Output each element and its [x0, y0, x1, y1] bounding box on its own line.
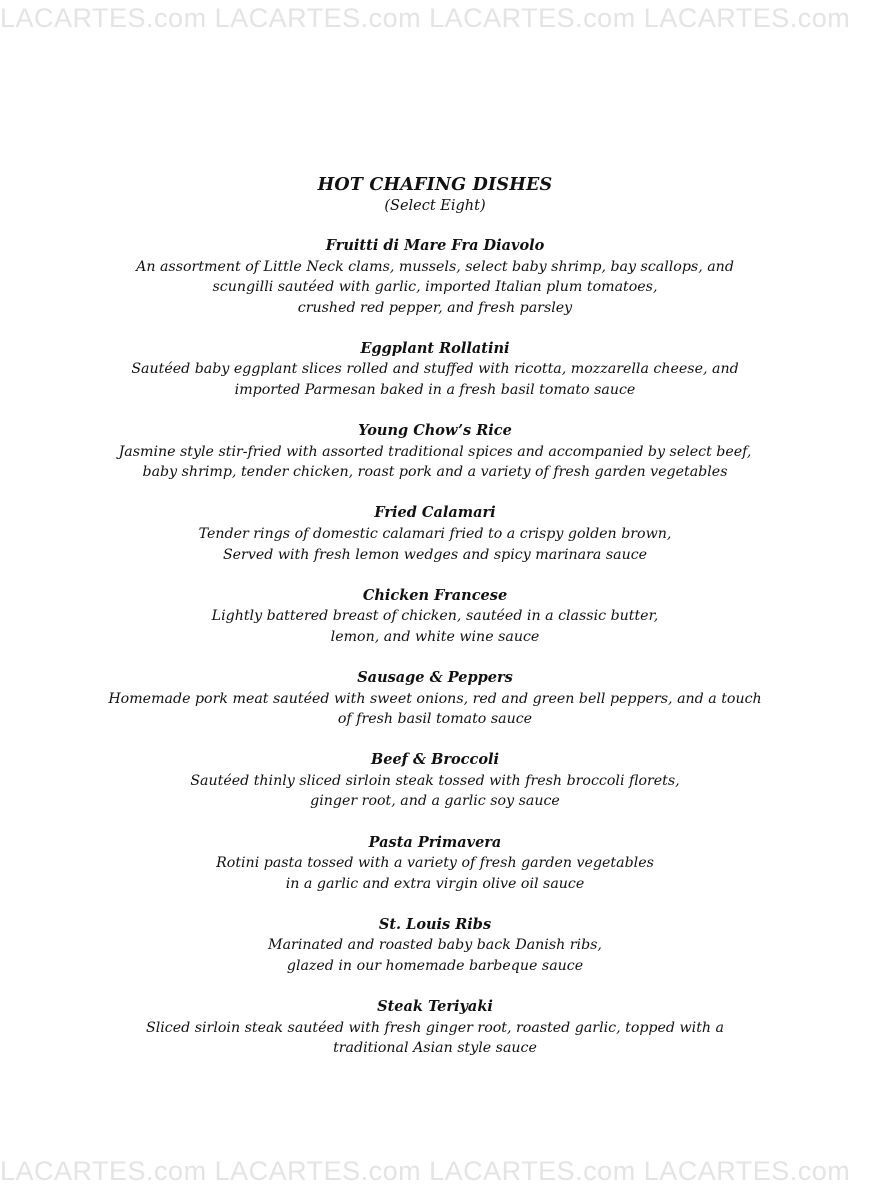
dish-description-line: Lightly battered breast of chicken, sautéed in a classic butter,	[211, 608, 659, 625]
dish-name: Fruitti di Mare Fra Diavolo	[325, 237, 545, 254]
menu-item	[0, 833, 870, 895]
dish-name: Chicken Francese	[362, 586, 508, 604]
watermark-bottom: LACARTES.com LACARTES.com LACARTES.com LACARTES.com	[0, 1156, 851, 1186]
dish-list	[0, 236, 870, 1059]
dish-description-line: imported Parmesan baked in a fresh basil tomato sauce	[234, 382, 636, 399]
dish-description-line: lemon, and white wine sauce	[330, 628, 540, 645]
menu-section	[0, 174, 870, 1079]
menu-item	[0, 586, 870, 648]
dish-name: Pasta Primavera	[368, 833, 502, 851]
dish-description-line: crushed red pepper, and fresh parsley	[297, 299, 573, 316]
menu-item	[0, 997, 870, 1059]
dish-description-line: Tender rings of domestic calamari fried to a crispy golden brown,	[198, 526, 672, 543]
dish-description-line: Served with fresh lemon wedges and spicy marinara sauce	[222, 546, 648, 563]
menu-item	[0, 668, 870, 730]
dish-name: St. Louis Ribs	[378, 915, 492, 933]
dish-description-line: Marinated and roasted baby back Danish ribs,	[268, 937, 602, 954]
dish-name: Beef & Broccoli	[370, 751, 500, 769]
dish-name: Eggplant Rollatini	[360, 339, 510, 357]
dish-description-line: baby shrimp, tender chicken, roast pork and a variety of fresh garden vegetables	[142, 464, 728, 481]
dish-name: Young Chow’s Rice	[358, 422, 512, 440]
section-title: HOT CHAFING DISHES	[317, 175, 553, 195]
section-subtitle: (Select Eight)	[384, 198, 486, 214]
dish-description-line: Sautéed baby eggplant slices rolled and stuffed with ricotta, mozzarella cheese, and	[131, 361, 739, 378]
dish-description-line: glazed in our homemade barbeque sauce	[286, 958, 584, 975]
dish-description-line: Jasmine style stir-fried with assorted traditional spices and accompanied by select beef,	[118, 443, 752, 460]
dish-name: Sausage & Peppers	[357, 669, 513, 686]
menu-item	[0, 503, 870, 565]
dish-description-line: Sliced sirloin steak sautéed with fresh ginger root, roasted garlic, topped with a	[146, 1019, 724, 1036]
dish-description-line: traditional Asian style sauce	[333, 1040, 537, 1057]
menu-item	[0, 750, 870, 812]
menu-item	[0, 915, 870, 977]
dish-name: Steak Teriyaki	[377, 998, 493, 1016]
dish-description-line: Rotini pasta tossed with a variety of fresh garden vegetables	[216, 855, 654, 872]
dish-description-line: ginger root, and a garlic soy sauce	[310, 793, 560, 810]
dish-description-line: Homemade pork meat sautéed with sweet onions, red and green bell peppers, and a touch	[108, 690, 762, 707]
dish-description-line: in a garlic and extra virgin olive oil sauce	[285, 875, 585, 892]
dish-description-line: scungilli sautéed with garlic, imported Italian plum tomatoes,	[212, 279, 658, 296]
watermark-top: LACARTES.com LACARTES.com LACARTES.com LACARTES.com	[0, 3, 851, 33]
dish-name: Fried Calamari	[374, 504, 496, 522]
dish-description-line: of fresh basil tomato sauce	[337, 711, 533, 728]
dish-description-line: An assortment of Little Neck clams, mussels, select baby shrimp, bay scallops, and	[136, 258, 734, 275]
menu-item	[0, 421, 870, 483]
menu-item	[0, 339, 870, 401]
menu-item	[0, 236, 870, 318]
dish-description-line: Sautéed thinly sliced sirloin steak tossed with fresh broccoli florets,	[190, 772, 680, 789]
